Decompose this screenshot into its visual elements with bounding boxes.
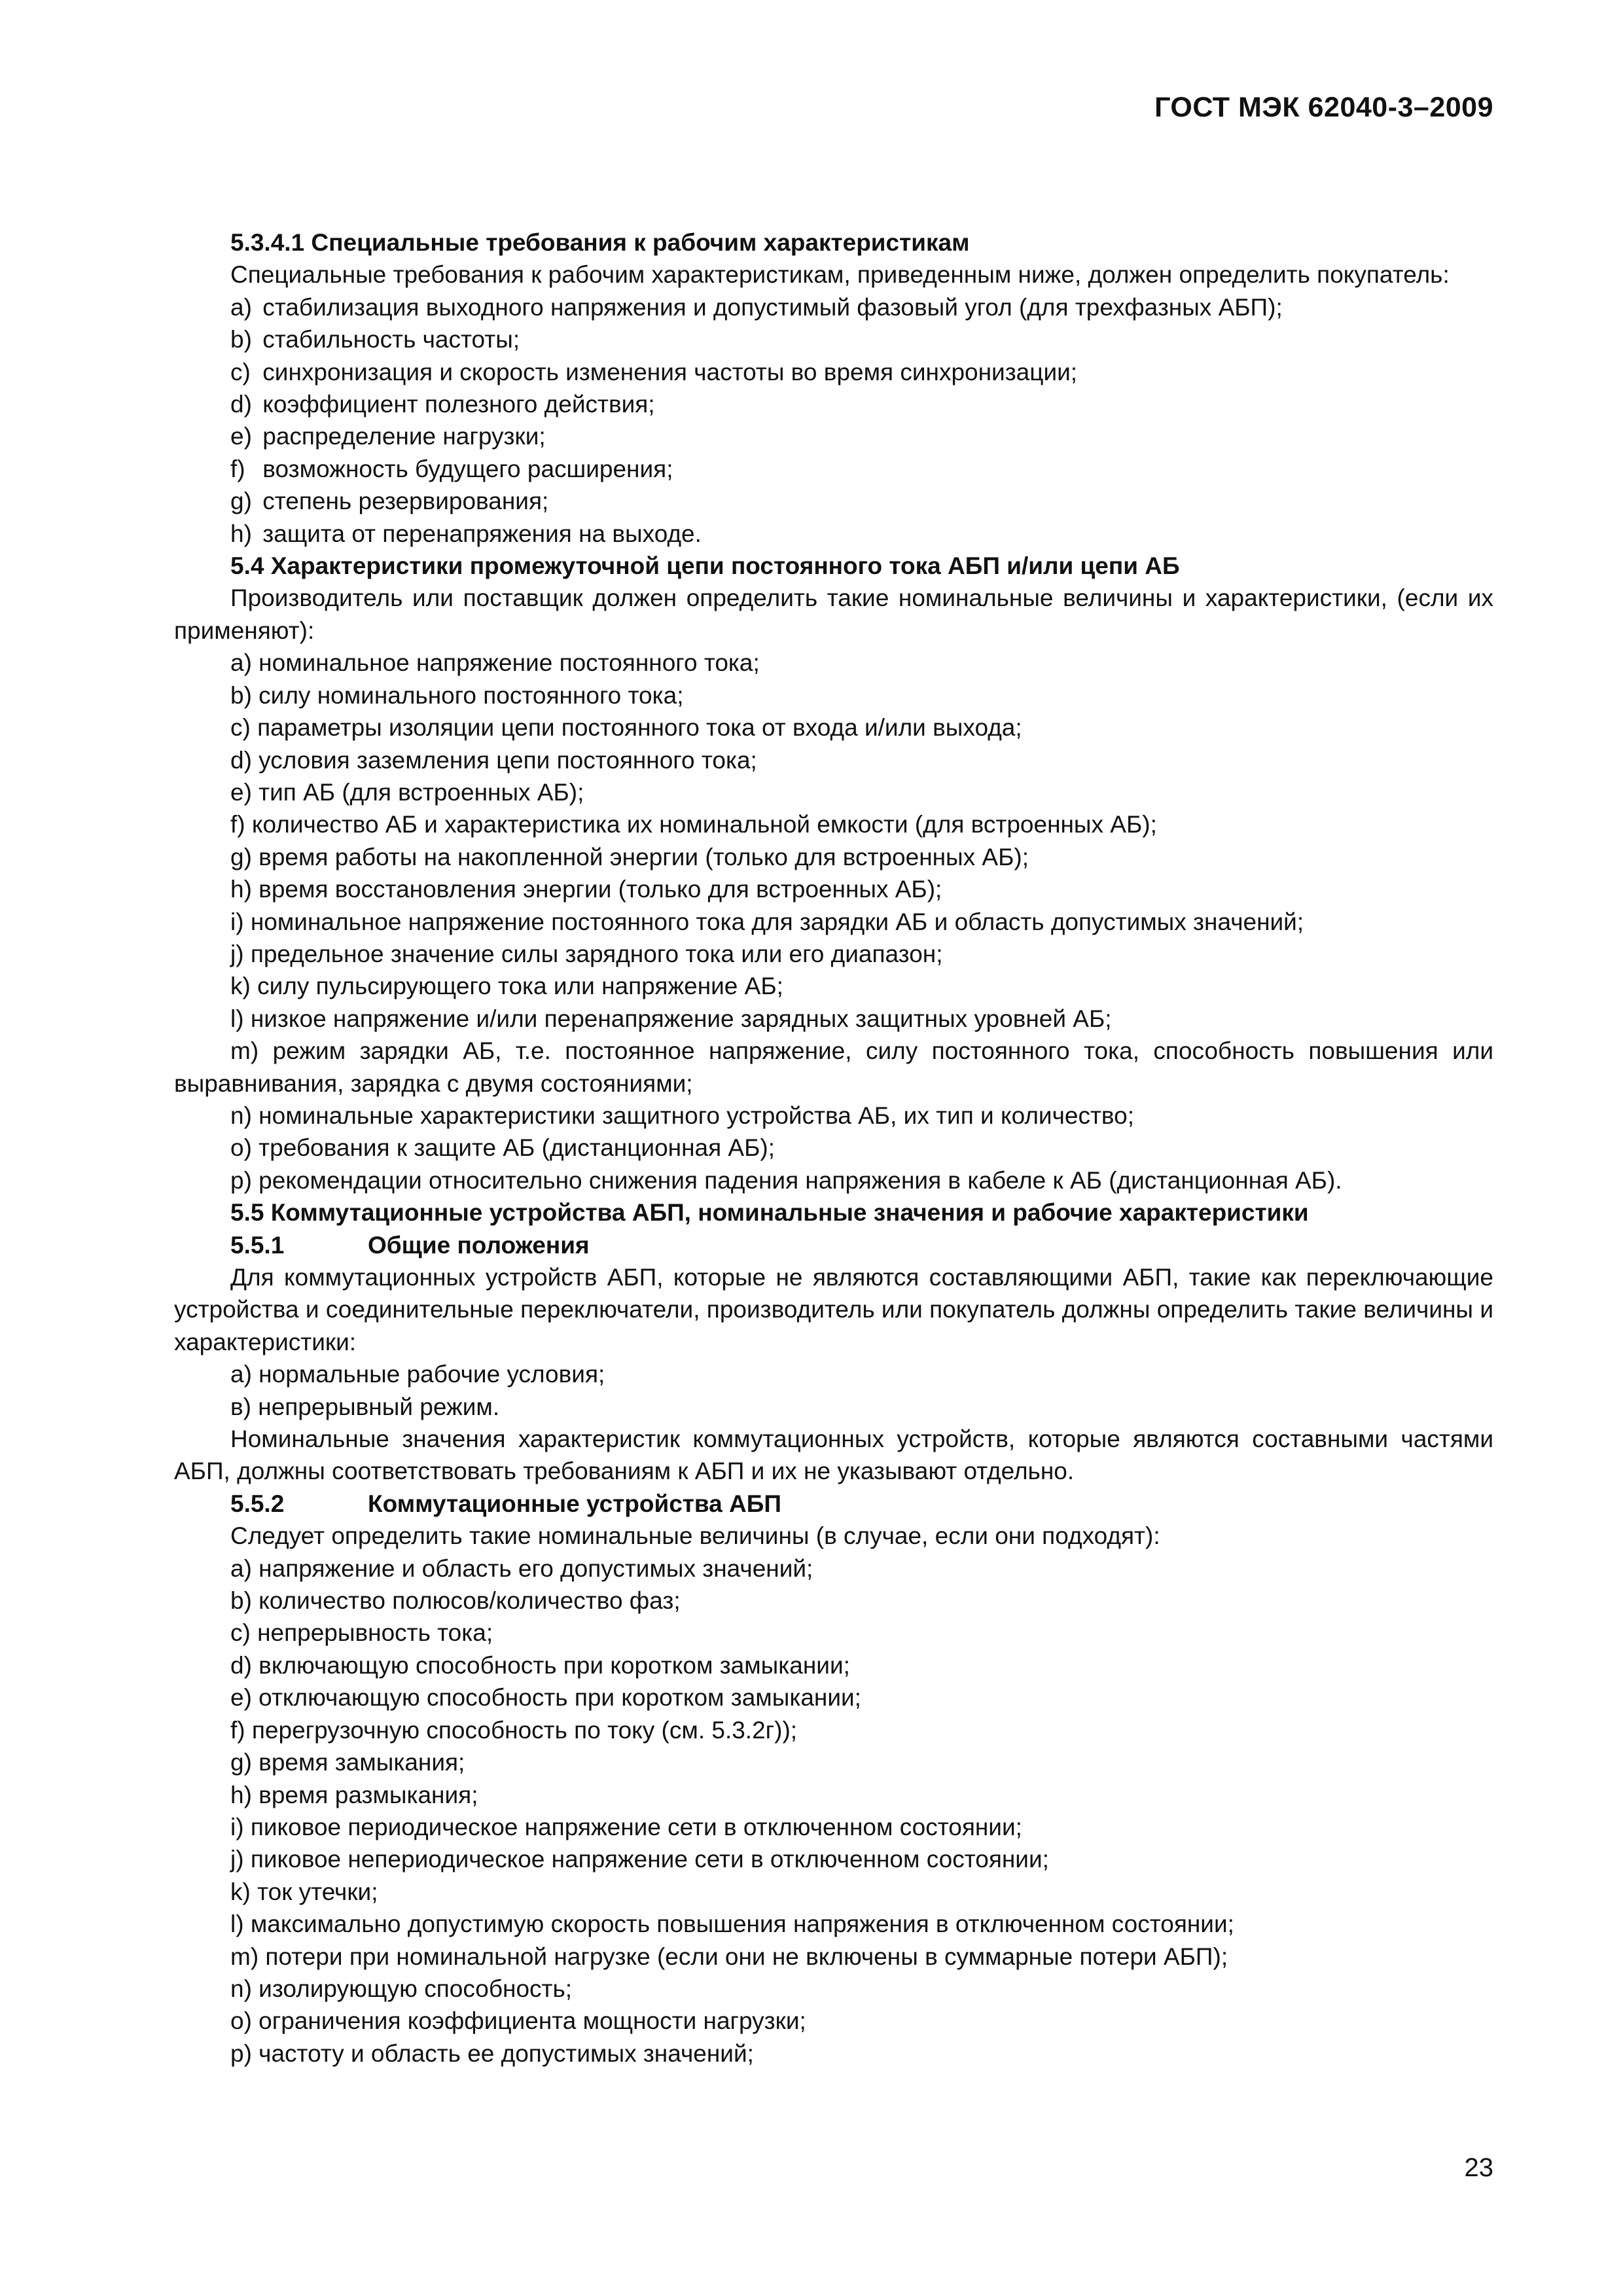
list-item: g) степень резервирования; — [230, 488, 549, 515]
list-item: n) изолирующую способность; — [230, 1975, 573, 2002]
list-item: k) силу пульсирующего тока или напряжение АБ; — [230, 973, 783, 1000]
list-item: d) условия заземления цепи постоянного тока; — [230, 746, 757, 774]
list-item: f) перегрузочную способность по току (см. 5.3.2г)); — [230, 1716, 798, 1744]
list-item: g) время работы на накопленной энергии (только для встроенных АБ); — [230, 843, 1029, 870]
list-item: p) рекомендации относительно снижения падения напряжения в кабеле к АБ (дистанционная АБ). — [230, 1166, 1342, 1194]
list-item: d) включающую способность при коротком замыкании; — [230, 1651, 850, 1679]
list-item: o) ограничения коэффициента мощности нагрузки; — [230, 2007, 806, 2035]
section-5-5-heading: 5.5 Коммутационные устройства АБП, номинальные значения и рабочие характеристики — [230, 1199, 1309, 1227]
list-item: h) время размыкания; — [230, 1781, 478, 1808]
list-item: f) возможность будущего расширения; — [230, 455, 673, 482]
list-item: o) требования к защите АБ (дистанционная АБ); — [230, 1134, 775, 1162]
list-item: n) номинальные характеристики защитного устройства АБ, их тип и количество; — [230, 1102, 1134, 1129]
section-5-3-4-1-intro: Специальные требования к рабочим характеристикам, приведенным ниже, должен определить покупатель: — [230, 261, 1450, 289]
section-5-5-1-list — [174, 1358, 1493, 1423]
list-item: f) количество АБ и характеристика их номинальной емкости (для встроенных АБ); — [230, 811, 1157, 838]
list-item: c) синхронизация и скорость изменения частоты во время синхронизации; — [230, 358, 1078, 386]
list-item: m) режим зарядки АБ, т.е. постоянное напряжение, силу постоянного тока, способность повышения или выравнивания, зарядка с двумя состояниями; — [174, 1037, 1493, 1097]
section-5-3-4-1-heading: 5.3.4.1 Специальные требования к рабочим характеристикам — [230, 229, 970, 256]
section-5-5-2-list — [174, 1552, 1493, 2070]
section-5-5-1-heading: 5.5.1 Общие положения — [230, 1231, 590, 1259]
section-5-5-2-intro: Следует определить такие номинальные величины (в случае, если они подходят): — [230, 1522, 1160, 1550]
page-number: 23 — [1464, 2153, 1493, 2182]
list-item: b) силу номинального постоянного тока; — [230, 681, 684, 709]
list-item: e) отключающую способность при коротком замыкании; — [230, 1684, 861, 1712]
list-item: c) параметры изоляции цепи постоянного тока от входа и/или выхода; — [230, 714, 1022, 742]
list-item: e) распределение нагрузки; — [230, 423, 546, 450]
list-item: e) тип АБ (для встроенных АБ); — [230, 778, 584, 806]
list-item: а) нормальные рабочие условия; — [230, 1361, 605, 1388]
list-item: m) потери при номинальной нагрузке (если они не включены в суммарные потери АБП); — [230, 1943, 1228, 1970]
list-item: c) непрерывность тока; — [230, 1619, 493, 1647]
section-5-3-4-1-list — [174, 291, 1493, 550]
list-item: k) ток утечки; — [230, 1878, 378, 1905]
list-item: i) номинальное напряжение постоянного тока для зарядки АБ и область допустимых значений; — [230, 908, 1304, 935]
list-item: p) частоту и область ее допустимых значений; — [230, 2039, 754, 2067]
list-item: a) напряжение и область его допустимых значений; — [230, 1554, 813, 1582]
list-item: i) пиковое периодическое напряжение сети в отключенном состоянии; — [230, 1813, 1022, 1840]
list-item: d) коэффициент полезного действия; — [230, 391, 655, 418]
list-item: l) низкое напряжение и/или перенапряжение зарядных защитных уровней АБ; — [230, 1005, 1112, 1032]
list-item: j) предельное значение силы зарядного тока или его диапазон; — [230, 940, 943, 967]
list-item: b) количество полюсов/количество фаз; — [230, 1587, 681, 1615]
list-item: g) время замыкания; — [230, 1749, 465, 1776]
section-5-5-1-intro: Для коммутационных устройств АБП, которые не являются составляющими АБП, такие как переключающие устройства и соединительные переключатели, производитель или покупатель должны определить такие величины и характеристики: — [174, 1264, 1493, 1355]
list-item: j) пиковое непериодическое напряжение сети в отключенном состоянии; — [230, 1846, 1049, 1873]
section-5-4-list — [174, 647, 1493, 1196]
list-item: b) стабильность частоты; — [230, 326, 520, 353]
section-5-5-2-heading: 5.5.2 Коммутационные устройства АБП — [230, 1490, 781, 1517]
section-5-5-1-note: Номинальные значения характеристик коммутационных устройств, которые являются составными частями АБП, должны соответствовать требованиям к АБП и их не указывают отдельно. — [174, 1426, 1493, 1485]
list-item: a) стабилизация выходного напряжения и допустимый фазовый угол (для трехфазных АБП); — [230, 293, 1283, 321]
page-content — [174, 226, 1493, 2070]
list-item: h) защита от перенапряжения на выходе. — [230, 520, 702, 547]
list-item: h) время восстановления энергии (только для встроенных АБ); — [230, 876, 942, 903]
section-5-4-heading: 5.4 Характеристики промежуточной цепи постоянного тока АБП и/или цепи АБ — [230, 552, 1180, 580]
section-5-4-intro: Производитель или поставщик должен определить такие номинальные величины и характеристики, (если их применяют): — [174, 584, 1493, 644]
list-item: l) максимально допустимую скорость повышения напряжения в отключенном состоянии; — [230, 1910, 1234, 1938]
list-item: в) непрерывный режим. — [230, 1393, 500, 1420]
list-item: a) номинальное напряжение постоянного тока; — [230, 649, 760, 677]
document-header: ГОСТ МЭК 62040-3–2009 — [1154, 92, 1493, 123]
